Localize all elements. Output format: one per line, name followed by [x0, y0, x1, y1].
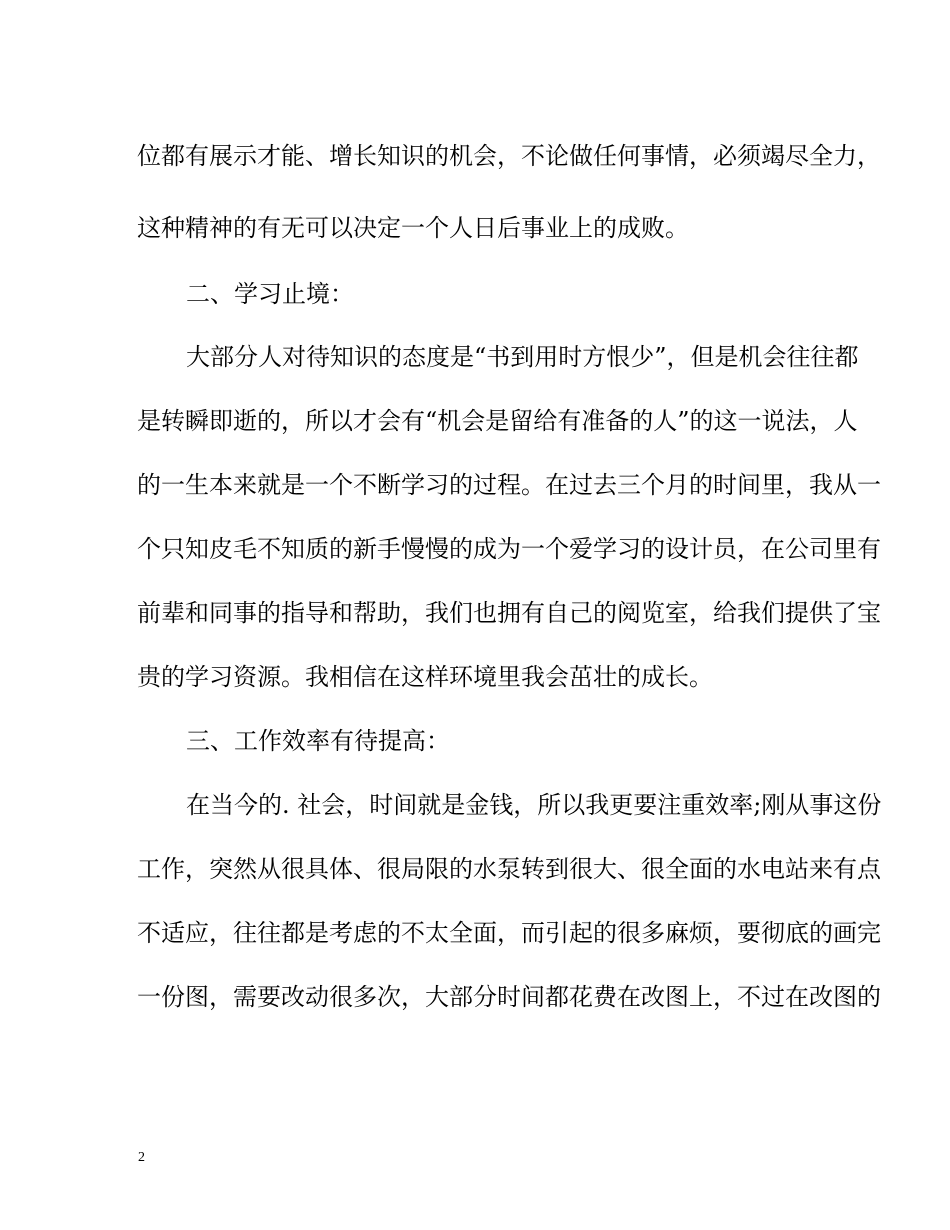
paragraph-line: 前辈和同事的指导和帮助，我们也拥有自己的阅览室，给我们提供了宝 — [137, 599, 881, 627]
paragraph-line: 工作，突然从很具体、很局限的水泵转到很大、很全面的水电站来有点 — [137, 855, 881, 883]
paragraph-line: 是转瞬即逝的，所以才会有“机会是留给有准备的人”的这一说法，人 — [137, 407, 858, 435]
paragraph-line: 贵的学习资源。我相信在这样环境里我会茁壮的成长。 — [137, 663, 713, 691]
section-heading: 二、学习止境： — [186, 280, 354, 308]
paragraph-line: 位都有展示才能、增长知识的机会，不论做任何事情，必须竭尽全力， — [137, 142, 881, 170]
paragraph-line: 大部分人对待知识的态度是“书到用时方恨少”，但是机会往往都 — [186, 343, 859, 371]
paragraph-line: 在当今的. 社会，时间就是金钱，所以我更要注重效率;刚从事这份 — [186, 791, 882, 819]
paragraph-line: 这种精神的有无可以决定一个人日后事业上的成败。 — [137, 214, 689, 242]
paragraph-line: 的一生本来就是一个不断学习的过程。在过去三个月的时间里，我从一 — [137, 471, 881, 499]
paragraph-line: 不适应，往往都是考虑的不太全面，而引起的很多麻烦，要彻底的画完 — [137, 919, 881, 947]
paragraph-line: 一份图，需要改动很多次，大部分时间都花费在改图上，不过在改图的 — [137, 983, 881, 1011]
paragraph-line: 个只知皮毛不知质的新手慢慢的成为一个爱学习的设计员，在公司里有 — [137, 535, 881, 563]
page-number: 2 — [138, 1150, 145, 1165]
section-heading: 三、工作效率有待提高： — [186, 727, 450, 755]
